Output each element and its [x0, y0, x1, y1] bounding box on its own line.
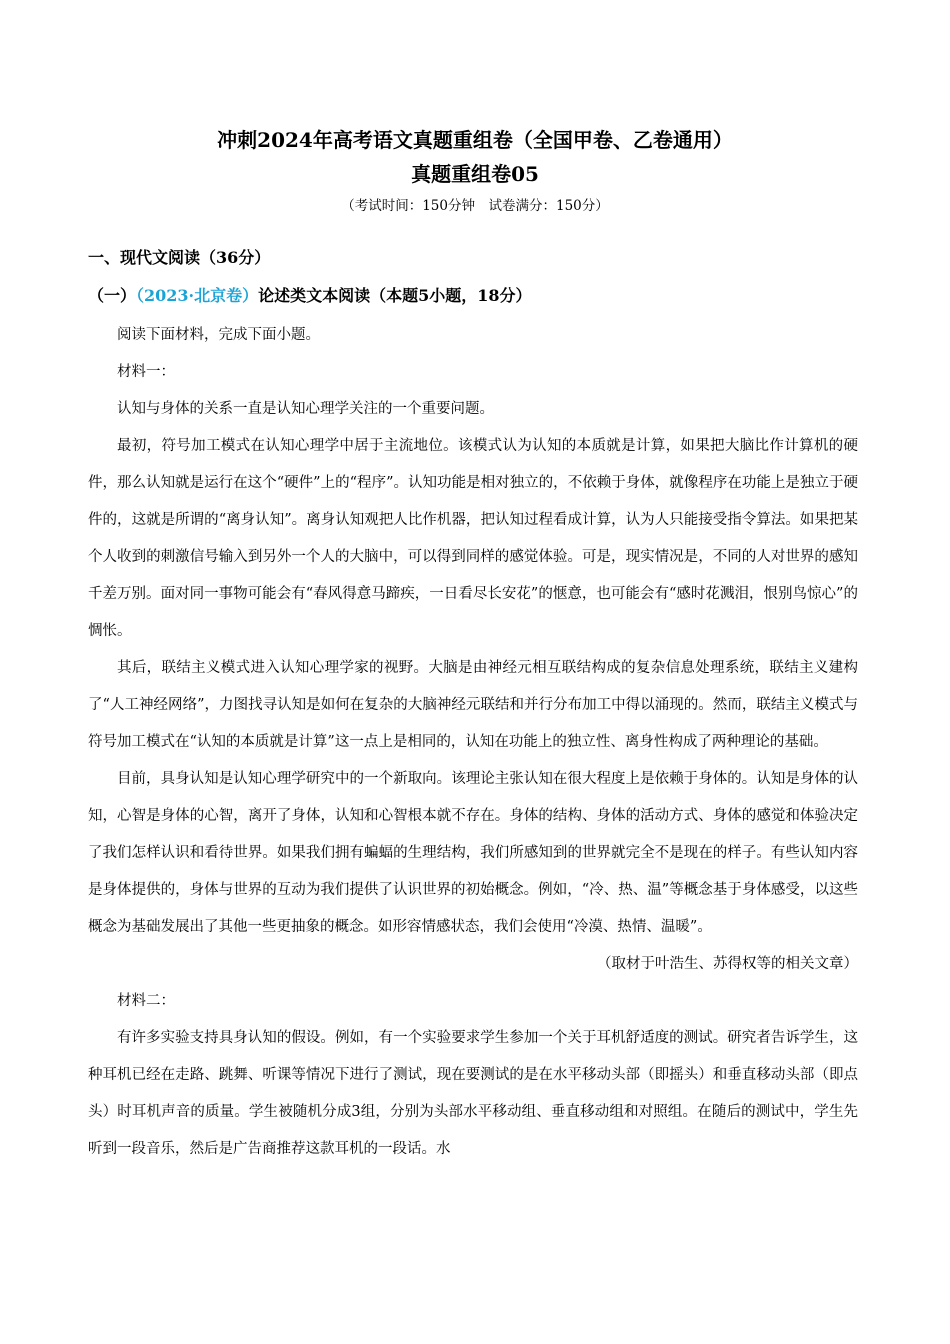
reading-passage: [88, 317, 858, 1168]
paragraph: 有许多实验支持具身认知的假设。例如，有一个实验要求学生参加一个关于耳机舒适度的测试。研究者告诉学生，这种耳机已经在走路、跳舞、听课等情况下进行了测试，现在要测试的是在水平移动头部（即摇头）和垂直移动头部（即点头）时耳机声音的质量。学生被随机分成3组，分别为头部水平移动组、垂直移动组和对照组。在随后的测试中，学生先听到一段音乐，然后是广告商推荐这款耳机的一段话。水: [88, 1030, 858, 1157]
subsection-prefix: （一）: [88, 286, 137, 305]
paragraph: 认知与身体的关系一直是认知心理学关注的一个重要问题。: [117, 401, 494, 417]
subsection-source: （2023·北京卷）: [136, 286, 259, 305]
page-title: 冲刺2024年高考语文真题重组卷（全国甲卷、乙卷通用）: [217, 128, 733, 152]
subsection-heading: [88, 284, 532, 308]
paragraph: 其后，联结主义模式进入认知心理学家的视野。大脑是由神经元相互联结构成的复杂信息处理系统，联结主义建构了“人工神经网络”，力图找寻认知是如何在复杂的大脑神经元联结和并行分布加工中得以涌现的。然而，联结主义模式与符号加工模式在“认知的本质就是计算”这一点上是相同的，认知在功能上的独立性、离身性构成了两种理论的基础。: [88, 660, 858, 750]
section-heading: 一、现代文阅读（36分）: [88, 248, 271, 267]
subsection-title: 论述类文本阅读（本题5小题，18分）: [258, 286, 532, 305]
paragraph: 目前，具身认知是认知心理学研究中的一个新取向。该理论主张认知在很大程度上是依赖于身体的。认知是身体的认知，心智是身体的心智，离开了身体，认知和心智根本就不存在。身体的结构、身体的活动方式、身体的感觉和体验决定了我们怎样认识和看待世界。如果我们拥有蝙蝠的生理结构，我们所感知到的世界就完全不是现在的样子。有些认知内容是身体提供的，身体与世界的互动为我们提供了认识世界的初始概念。例如，“冷、热、温”等概念基于身体感受，以这些概念为基础发展出了其他一些更抽象的概念。如形容情感状态，我们会使用“冷漠、热情、温暖”。: [88, 771, 858, 935]
material-label: 材料二：: [117, 993, 175, 1009]
page-subtitle: 真题重组卷05: [411, 162, 539, 186]
instruction: 阅读下面材料，完成下面小题。: [117, 327, 320, 343]
material-label: 材料一：: [117, 364, 175, 380]
source-note: （取材于叶浩生、苏得权等的相关文章）: [597, 956, 858, 972]
exam-info: （考试时间：150分钟 试卷满分：150分）: [341, 198, 609, 214]
paragraph: 最初，符号加工模式在认知心理学中居于主流地位。该模式认为认知的本质就是计算，如果把大脑比作计算机的硬件，那么认知就是运行在这个“硬件”上的“程序”。认知功能是相对独立的，不依赖于身体，就像程序在功能上是独立于硬件的，这就是所谓的“离身认知”。离身认知观把人比作机器，把认知过程看成计算，认为人只能接受指令算法。如果把某个人收到的刺激信号输入到另外一个人的大脑中，可以得到同样的感觉体验。可是，现实情况是，不同的人对世界的感知千差万别。面对同一事物可能会有“春风得意马蹄疾，一日看尽长安花”的惬意，也可能会有“感时花溅泪，恨别鸟惊心”的惆怅。: [88, 438, 858, 639]
